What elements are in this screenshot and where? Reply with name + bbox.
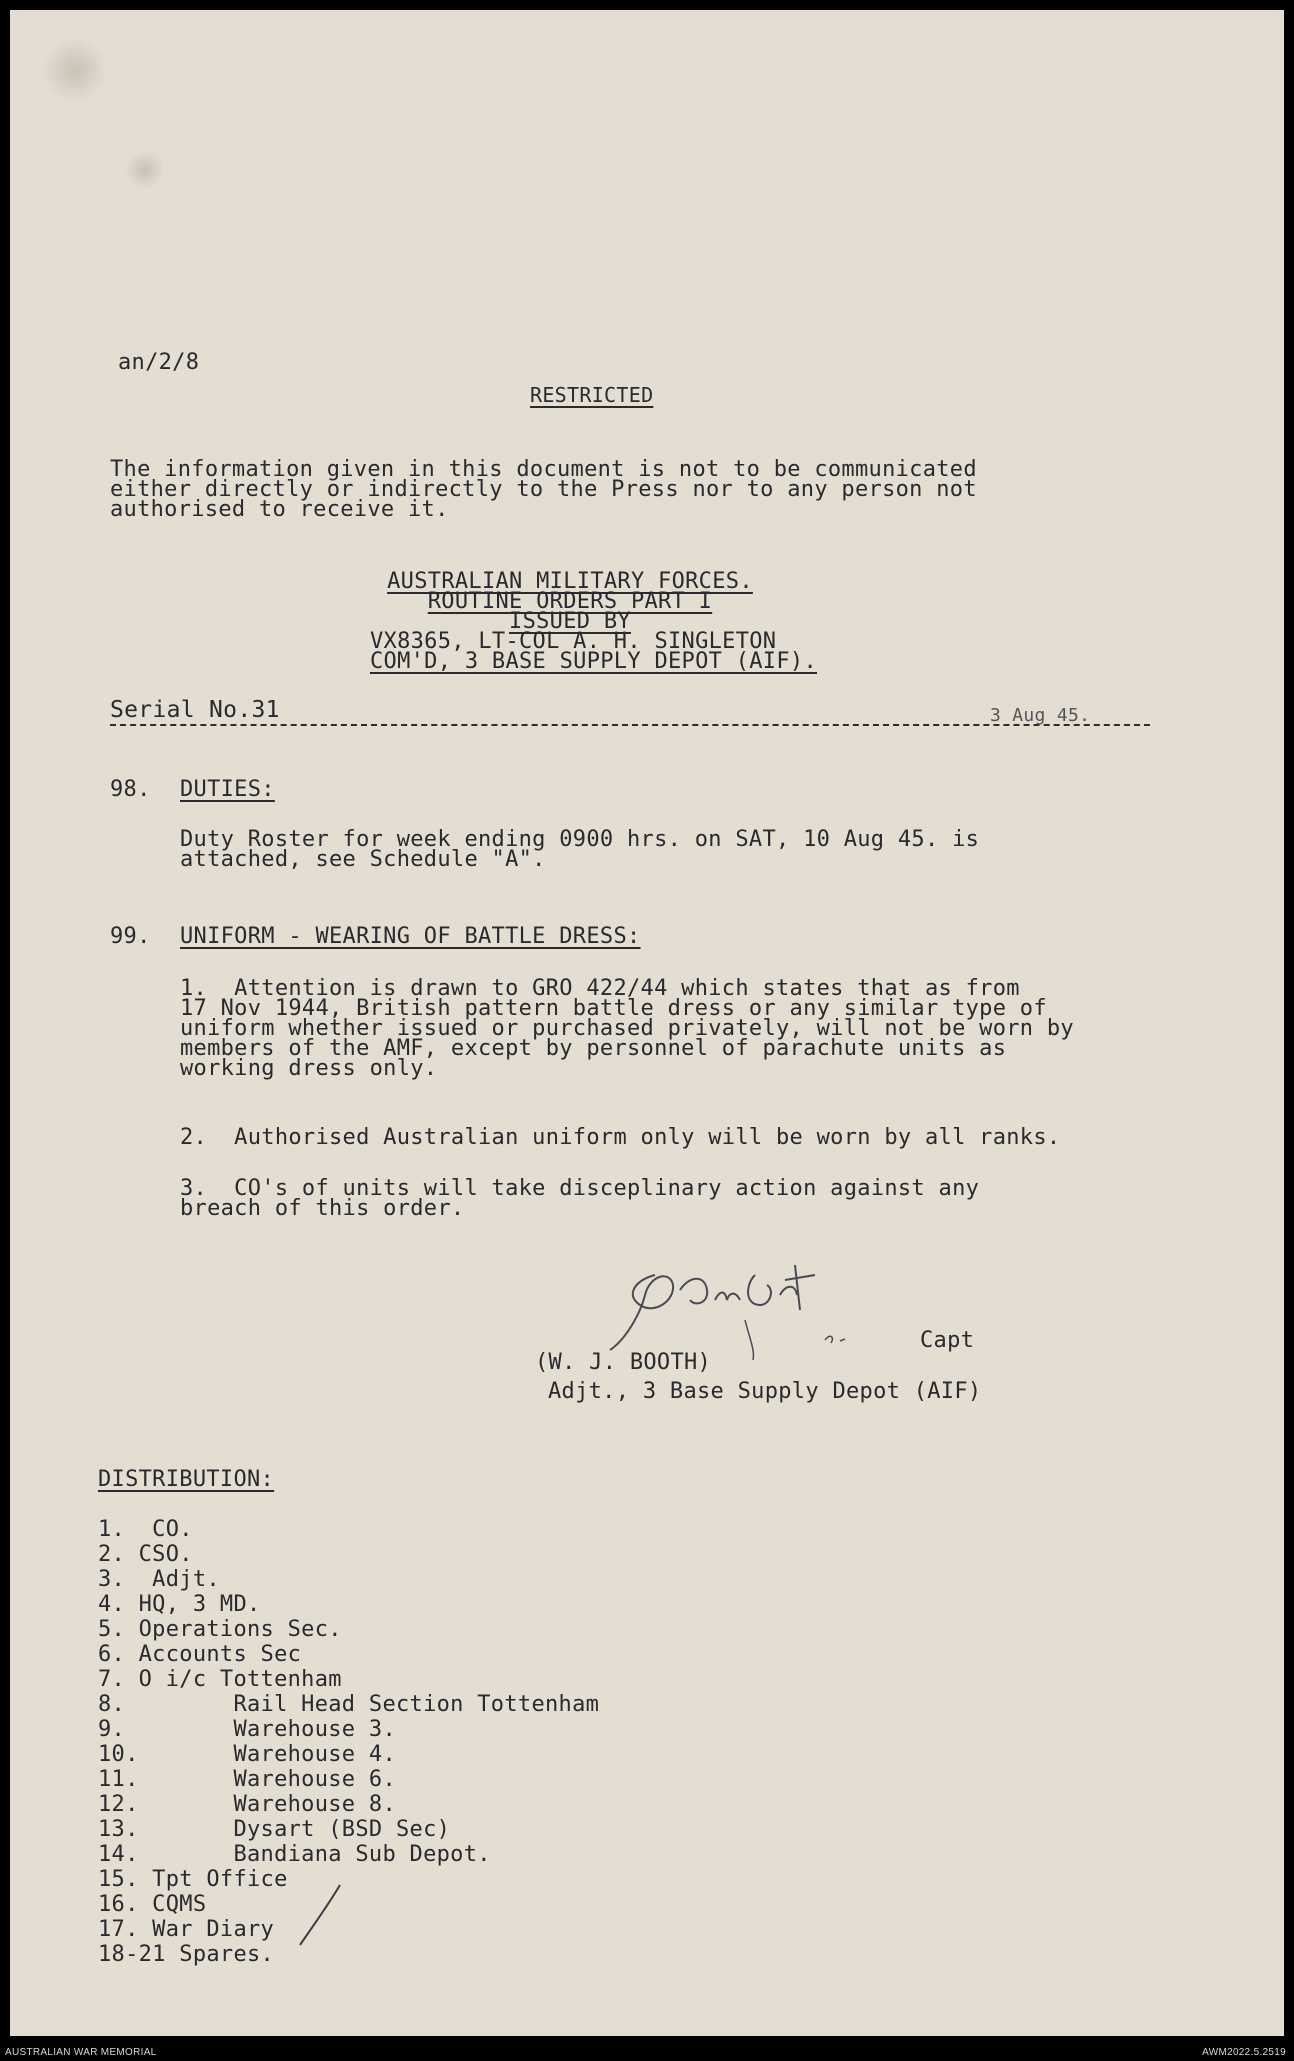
order-text: attached, see Schedule "A". (180, 847, 546, 872)
order-text: 2. Authorised Australian uniform only will be worn by all ranks. (180, 1125, 1061, 1150)
caveat-line: authorised to receive it. (110, 497, 449, 522)
list-item: 12. Warehouse 8. (98, 1792, 396, 1817)
list-item: 5. Operations Sec. (98, 1617, 342, 1642)
order-text: breach of this order. (180, 1196, 465, 1221)
order-text: working dress only. (180, 1056, 438, 1081)
order-text: members of the AMF, except by personnel of parachute units as (180, 1036, 1007, 1061)
list-item: 8. Rail Head Section Tottenham (98, 1692, 600, 1717)
serial-number: Serial No.31 (110, 697, 280, 723)
list-item: 16. CQMS (98, 1892, 207, 1917)
header-line: VX8365, LT-COL A. H. SINGLETON (370, 629, 777, 654)
header-line: ROUTINE ORDERS PART I (427, 589, 713, 614)
order-text: 1. Attention is drawn to GRO 422/44 which states that as from (180, 976, 1020, 1001)
paper-stain (40, 40, 110, 100)
caveat-line: either directly or indirectly to the Press nor to any person not (110, 477, 977, 502)
order-text: Duty Roster for week ending 0900 hrs. on SAT, 10 Aug 45. is (180, 827, 980, 852)
order-title: UNIFORM - WEARING OF BATTLE DRESS: (180, 924, 641, 949)
file-reference: an/2/8 (118, 350, 200, 375)
list-item: 17. War Diary (98, 1917, 275, 1942)
list-item: 6. Accounts Sec (98, 1642, 302, 1667)
list-item: 9. Warehouse 3. (98, 1717, 396, 1742)
signatory-title: Adjt., 3 Base Supply Depot (AIF) (548, 1379, 982, 1404)
order-text: uniform whether issued or purchased privately, will not be worn by (180, 1016, 1074, 1041)
order-text: 3. CO's of units will take disceplinary action against any (180, 1176, 980, 1201)
handwritten-signature (595, 1245, 915, 1365)
classification-marking: RESTRICTED (530, 383, 654, 407)
caveat-line: The information given in this document is not to be communicated (110, 457, 977, 482)
list-item: 11. Warehouse 6. (98, 1767, 396, 1792)
order-date: 3 Aug 45. (990, 705, 1091, 726)
order-text: 17 Nov 1944, British pattern battle dress or any similar type of (180, 996, 1047, 1021)
header-line: COM'D, 3 BASE SUPPLY DEPOT (AIF). (370, 649, 817, 674)
archive-credit: AUSTRALIAN WAR MEMORIAL (5, 2047, 157, 2058)
header-line: AUSTRALIAN MILITARY FORCES. (387, 569, 753, 594)
handwritten-tick (295, 1880, 355, 1950)
signatory-name: (W. J. BOOTH) (535, 1350, 712, 1375)
list-item: 4. HQ, 3 MD. (98, 1592, 261, 1617)
document-page (10, 10, 1284, 2036)
list-item: 10. Warehouse 4. (98, 1742, 396, 1767)
list-item: 18-21 Spares. (98, 1942, 275, 1967)
order-number: 99. (110, 924, 151, 949)
list-item: 14. Bandiana Sub Depot. (98, 1842, 491, 1867)
header-line: ISSUED BY (509, 609, 631, 634)
signature-rank: Capt (920, 1328, 975, 1353)
order-title: DUTIES: (180, 777, 275, 802)
list-item: 15. Tpt Office (98, 1867, 288, 1892)
paper-stain (125, 150, 165, 190)
list-item: 2. CSO. (98, 1542, 193, 1567)
list-item: 13. Dysart (BSD Sec) (98, 1817, 451, 1842)
list-item: 7. O i/c Tottenham (98, 1667, 342, 1692)
order-number: 98. (110, 777, 151, 802)
list-item: 3. Adjt. (98, 1567, 220, 1592)
distribution-heading: DISTRIBUTION: (98, 1467, 275, 1492)
archive-reference: AWM2022.5.2519 (1202, 2047, 1286, 2058)
list-item: 1. CO. (98, 1517, 193, 1542)
